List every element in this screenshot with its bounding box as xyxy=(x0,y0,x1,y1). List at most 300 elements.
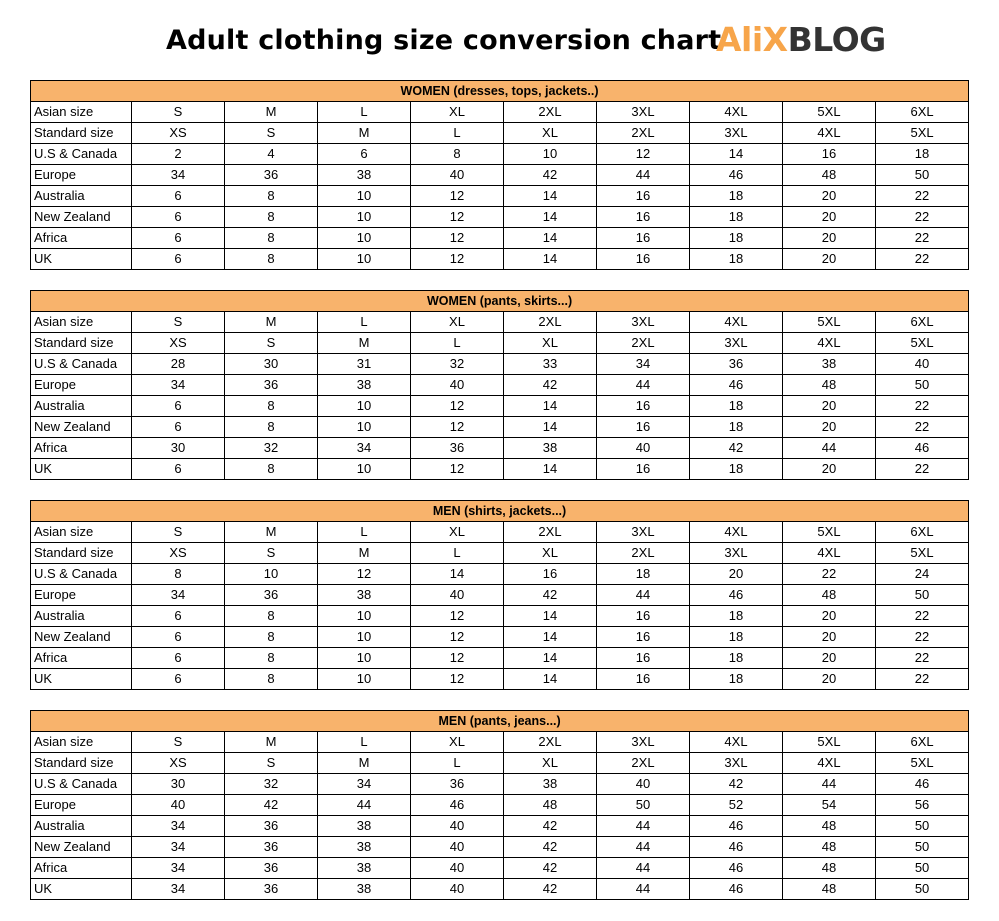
size-cell: 8 xyxy=(225,459,318,480)
size-cell: 46 xyxy=(690,816,783,837)
size-cell: XS xyxy=(132,753,225,774)
size-cell: 30 xyxy=(132,774,225,795)
size-cell: 10 xyxy=(318,228,411,249)
size-cell: 14 xyxy=(504,648,597,669)
size-cell: 12 xyxy=(411,207,504,228)
size-cell: 48 xyxy=(783,858,876,879)
size-cell: 38 xyxy=(318,585,411,606)
table-row xyxy=(31,249,969,270)
size-cell: 34 xyxy=(132,816,225,837)
size-cell: 6XL xyxy=(876,522,969,543)
row-label: Europe xyxy=(31,375,132,396)
table-row xyxy=(31,816,969,837)
size-cell: M xyxy=(318,543,411,564)
size-cell: 8 xyxy=(225,396,318,417)
size-cell: 36 xyxy=(690,354,783,375)
size-cell: 4XL xyxy=(690,312,783,333)
size-cell: 18 xyxy=(690,627,783,648)
size-cell: 14 xyxy=(504,669,597,690)
size-cell: XS xyxy=(132,333,225,354)
size-cell: 46 xyxy=(411,795,504,816)
size-cell: L xyxy=(318,522,411,543)
size-cell: 5XL xyxy=(876,543,969,564)
size-cell: 8 xyxy=(225,648,318,669)
table-row xyxy=(31,396,969,417)
table-row xyxy=(31,354,969,375)
size-cell: 14 xyxy=(411,564,504,585)
size-cell: S xyxy=(225,333,318,354)
size-cell: 6 xyxy=(132,228,225,249)
size-cell: 12 xyxy=(411,606,504,627)
table-row xyxy=(31,732,969,753)
size-cell: L xyxy=(411,543,504,564)
size-cell: 34 xyxy=(132,585,225,606)
size-cell: 4XL xyxy=(783,543,876,564)
size-cell: 46 xyxy=(690,585,783,606)
size-cell: 40 xyxy=(411,585,504,606)
size-cell: S xyxy=(132,522,225,543)
size-cell: 2XL xyxy=(597,333,690,354)
size-cell: M xyxy=(225,732,318,753)
table-row xyxy=(31,123,969,144)
size-cell: 42 xyxy=(504,585,597,606)
size-cell: 10 xyxy=(318,396,411,417)
size-cell: 42 xyxy=(504,879,597,900)
size-cell: 40 xyxy=(597,438,690,459)
size-cell: 14 xyxy=(504,207,597,228)
size-cell: 8 xyxy=(225,186,318,207)
size-cell: 10 xyxy=(318,459,411,480)
size-cell: 38 xyxy=(318,375,411,396)
size-cell: 12 xyxy=(411,396,504,417)
size-cell: 12 xyxy=(411,459,504,480)
size-cell: S xyxy=(225,123,318,144)
size-cell: 8 xyxy=(225,207,318,228)
row-label: Asian size xyxy=(31,732,132,753)
size-cell: 16 xyxy=(597,396,690,417)
size-cell: 18 xyxy=(690,186,783,207)
size-cell: 22 xyxy=(783,564,876,585)
men-pants-table xyxy=(30,710,969,900)
size-cell: 5XL xyxy=(783,522,876,543)
size-cell: 16 xyxy=(597,627,690,648)
size-cell: 34 xyxy=(318,438,411,459)
size-cell: 22 xyxy=(876,669,969,690)
size-cell: S xyxy=(132,102,225,123)
size-cell: 42 xyxy=(504,837,597,858)
table-row xyxy=(31,585,969,606)
size-cell: 28 xyxy=(132,354,225,375)
size-cell: 30 xyxy=(225,354,318,375)
size-cell: 2XL xyxy=(504,312,597,333)
section-header-row xyxy=(31,291,969,312)
page-title: Adult clothing size conversion chart xyxy=(166,25,722,56)
table-row xyxy=(31,627,969,648)
row-label: U.S & Canada xyxy=(31,774,132,795)
size-cell: 32 xyxy=(225,774,318,795)
row-label: New Zealand xyxy=(31,417,132,438)
size-cell: 3XL xyxy=(597,522,690,543)
row-label: UK xyxy=(31,669,132,690)
size-cell: 5XL xyxy=(876,123,969,144)
size-cell: 2XL xyxy=(504,102,597,123)
size-cell: 44 xyxy=(318,795,411,816)
logo-text-blog: BLOG xyxy=(787,20,886,59)
size-cell: 8 xyxy=(225,228,318,249)
size-cell: 20 xyxy=(690,564,783,585)
size-cell: 48 xyxy=(783,837,876,858)
section-title: WOMEN (dresses, tops, jackets..) xyxy=(31,81,969,102)
size-cell: L xyxy=(411,123,504,144)
size-cell: 3XL xyxy=(597,312,690,333)
table-row xyxy=(31,333,969,354)
size-cell: 16 xyxy=(597,669,690,690)
table-row xyxy=(31,858,969,879)
size-cell: 12 xyxy=(411,648,504,669)
table-row xyxy=(31,879,969,900)
size-cell: 6 xyxy=(132,186,225,207)
table-row xyxy=(31,144,969,165)
size-cell: 6 xyxy=(132,669,225,690)
women-pants-table xyxy=(30,290,969,480)
size-cell: 46 xyxy=(690,165,783,186)
size-cell: 2XL xyxy=(597,123,690,144)
size-cell: 22 xyxy=(876,606,969,627)
table-row xyxy=(31,417,969,438)
size-cell: 20 xyxy=(783,459,876,480)
size-cell: 2XL xyxy=(597,543,690,564)
size-cell: 2XL xyxy=(504,522,597,543)
size-cell: 10 xyxy=(225,564,318,585)
row-label: U.S & Canada xyxy=(31,354,132,375)
size-cell: 36 xyxy=(225,837,318,858)
size-cell: 36 xyxy=(225,858,318,879)
row-label: Standard size xyxy=(31,753,132,774)
size-cell: 38 xyxy=(504,774,597,795)
size-cell: 50 xyxy=(876,165,969,186)
size-cell: 14 xyxy=(504,417,597,438)
size-cell: 6 xyxy=(132,648,225,669)
size-cell: 8 xyxy=(132,564,225,585)
size-cell: XL xyxy=(411,312,504,333)
size-cell: 48 xyxy=(783,375,876,396)
size-cell: 18 xyxy=(690,606,783,627)
size-cell: 40 xyxy=(411,375,504,396)
size-cell: 52 xyxy=(690,795,783,816)
size-cell: 44 xyxy=(597,858,690,879)
page-header xyxy=(0,20,999,64)
size-cell: 6 xyxy=(318,144,411,165)
row-label: UK xyxy=(31,879,132,900)
size-cell: L xyxy=(318,102,411,123)
size-cell: 50 xyxy=(876,585,969,606)
size-cell: 4XL xyxy=(783,753,876,774)
size-cell: 18 xyxy=(690,648,783,669)
size-cell: 6XL xyxy=(876,312,969,333)
size-cell: 42 xyxy=(690,774,783,795)
table-row xyxy=(31,837,969,858)
size-cell: 22 xyxy=(876,228,969,249)
size-cell: 6XL xyxy=(876,732,969,753)
table-row xyxy=(31,774,969,795)
size-cell: 16 xyxy=(597,207,690,228)
size-cell: 40 xyxy=(411,816,504,837)
table-row xyxy=(31,606,969,627)
size-cell: 20 xyxy=(783,417,876,438)
size-cell: L xyxy=(411,333,504,354)
size-cell: 14 xyxy=(690,144,783,165)
size-cell: 38 xyxy=(318,879,411,900)
size-cell: 48 xyxy=(783,165,876,186)
size-cell: 20 xyxy=(783,396,876,417)
size-cell: 3XL xyxy=(690,543,783,564)
size-cell: 44 xyxy=(597,375,690,396)
size-cell: 36 xyxy=(411,438,504,459)
size-cell: 36 xyxy=(225,165,318,186)
row-label: Standard size xyxy=(31,333,132,354)
size-cell: 20 xyxy=(783,207,876,228)
size-cell: 6 xyxy=(132,207,225,228)
size-cell: 44 xyxy=(597,816,690,837)
size-cell: 3XL xyxy=(690,333,783,354)
size-cell: 30 xyxy=(132,438,225,459)
size-cell: S xyxy=(132,312,225,333)
size-cell: L xyxy=(318,732,411,753)
size-cell: 5XL xyxy=(783,732,876,753)
section-header-row xyxy=(31,711,969,732)
size-cell: 16 xyxy=(597,249,690,270)
size-cell: XL xyxy=(504,123,597,144)
size-cell: 12 xyxy=(597,144,690,165)
size-cell: 38 xyxy=(318,816,411,837)
row-label: Australia xyxy=(31,816,132,837)
size-cell: 20 xyxy=(783,648,876,669)
size-cell: 34 xyxy=(597,354,690,375)
table-row xyxy=(31,102,969,123)
table-row xyxy=(31,543,969,564)
size-cell: 36 xyxy=(225,816,318,837)
row-label: Asian size xyxy=(31,522,132,543)
size-cell: 36 xyxy=(225,879,318,900)
size-cell: 3XL xyxy=(597,732,690,753)
size-cell: 44 xyxy=(597,585,690,606)
size-cell: 50 xyxy=(876,858,969,879)
size-cell: 44 xyxy=(597,837,690,858)
size-cell: 18 xyxy=(690,459,783,480)
row-label: Africa xyxy=(31,858,132,879)
size-cell: 20 xyxy=(783,249,876,270)
size-cell: 10 xyxy=(318,417,411,438)
size-cell: 34 xyxy=(132,858,225,879)
size-cell: 16 xyxy=(597,186,690,207)
size-cell: 42 xyxy=(504,858,597,879)
size-cell: 10 xyxy=(318,249,411,270)
row-label: Australia xyxy=(31,186,132,207)
size-cell: 5XL xyxy=(876,753,969,774)
size-cell: 40 xyxy=(411,879,504,900)
size-cell: M xyxy=(225,312,318,333)
size-cell: 36 xyxy=(225,375,318,396)
size-cell: 4XL xyxy=(783,333,876,354)
row-label: Europe xyxy=(31,795,132,816)
size-cell: 46 xyxy=(876,774,969,795)
size-cell: S xyxy=(225,753,318,774)
size-cell: XS xyxy=(132,543,225,564)
size-cell: 44 xyxy=(597,879,690,900)
size-cell: 46 xyxy=(690,375,783,396)
table-row xyxy=(31,753,969,774)
size-cell: 4XL xyxy=(690,732,783,753)
size-cell: 40 xyxy=(597,774,690,795)
size-cell: M xyxy=(318,123,411,144)
size-cell: 32 xyxy=(411,354,504,375)
row-label: Africa xyxy=(31,438,132,459)
size-cell: 12 xyxy=(411,186,504,207)
size-cell: 6XL xyxy=(876,102,969,123)
size-cell: 6 xyxy=(132,627,225,648)
size-cell: 4XL xyxy=(690,522,783,543)
size-cell: 16 xyxy=(597,459,690,480)
size-cell: 3XL xyxy=(690,753,783,774)
size-cell: 10 xyxy=(318,186,411,207)
women-tops-table xyxy=(30,80,969,270)
size-cell: 40 xyxy=(876,354,969,375)
size-cell: M xyxy=(318,333,411,354)
size-cell: 34 xyxy=(132,375,225,396)
size-cell: 18 xyxy=(690,417,783,438)
size-cell: 22 xyxy=(876,459,969,480)
size-cell: 12 xyxy=(411,669,504,690)
size-cell: 48 xyxy=(504,795,597,816)
table-row xyxy=(31,165,969,186)
row-label: New Zealand xyxy=(31,627,132,648)
table-row xyxy=(31,648,969,669)
size-cell: 16 xyxy=(597,228,690,249)
size-cell: XL xyxy=(411,102,504,123)
size-cell: 44 xyxy=(597,165,690,186)
size-cell: 31 xyxy=(318,354,411,375)
size-cell: 18 xyxy=(690,228,783,249)
size-cell: 36 xyxy=(411,774,504,795)
size-cell: XL xyxy=(504,753,597,774)
size-cell: 36 xyxy=(225,585,318,606)
size-cell: 5XL xyxy=(783,102,876,123)
size-cell: 8 xyxy=(225,606,318,627)
section-header-row xyxy=(31,501,969,522)
logo-text-alix: AliX xyxy=(716,20,788,59)
size-cell: 22 xyxy=(876,627,969,648)
size-cell: 4XL xyxy=(783,123,876,144)
size-cell: 34 xyxy=(132,879,225,900)
size-cell: 6 xyxy=(132,417,225,438)
size-cell: 14 xyxy=(504,396,597,417)
size-cell: 8 xyxy=(225,417,318,438)
size-cell: M xyxy=(225,522,318,543)
size-cell: 8 xyxy=(225,669,318,690)
row-label: Standard size xyxy=(31,123,132,144)
size-cell: 4 xyxy=(225,144,318,165)
size-cell: 50 xyxy=(876,879,969,900)
size-cell: 16 xyxy=(783,144,876,165)
size-cell: 12 xyxy=(411,249,504,270)
section-header-row xyxy=(31,81,969,102)
size-cell: XL xyxy=(504,543,597,564)
size-cell: 6 xyxy=(132,606,225,627)
size-cell: 18 xyxy=(690,396,783,417)
size-cell: 46 xyxy=(690,879,783,900)
size-cell: 46 xyxy=(690,858,783,879)
size-cell: 12 xyxy=(411,417,504,438)
table-row xyxy=(31,522,969,543)
size-cell: 12 xyxy=(318,564,411,585)
size-cell: 4XL xyxy=(690,102,783,123)
size-cell: 34 xyxy=(132,837,225,858)
size-cell: 33 xyxy=(504,354,597,375)
size-cell: 24 xyxy=(876,564,969,585)
size-cell: 10 xyxy=(318,648,411,669)
size-cell: 16 xyxy=(597,417,690,438)
size-cell: 42 xyxy=(225,795,318,816)
row-label: Standard size xyxy=(31,543,132,564)
size-cell: 34 xyxy=(318,774,411,795)
size-cell: 50 xyxy=(876,837,969,858)
size-cell: 22 xyxy=(876,249,969,270)
table-row xyxy=(31,375,969,396)
table-row xyxy=(31,186,969,207)
size-cell: 2XL xyxy=(504,732,597,753)
size-cell: 10 xyxy=(318,627,411,648)
size-cell: S xyxy=(225,543,318,564)
size-cell: 22 xyxy=(876,648,969,669)
size-cell: 22 xyxy=(876,186,969,207)
size-cell: 10 xyxy=(318,207,411,228)
size-cell: 50 xyxy=(876,375,969,396)
row-label: UK xyxy=(31,249,132,270)
row-label: Asian size xyxy=(31,312,132,333)
size-cell: 14 xyxy=(504,186,597,207)
table-row xyxy=(31,669,969,690)
size-cell: 18 xyxy=(597,564,690,585)
size-cell: 14 xyxy=(504,228,597,249)
row-label: U.S & Canada xyxy=(31,144,132,165)
size-cell: XL xyxy=(411,522,504,543)
size-cell: 8 xyxy=(225,627,318,648)
size-cell: 10 xyxy=(504,144,597,165)
size-cell: 40 xyxy=(411,858,504,879)
size-cell: 16 xyxy=(504,564,597,585)
size-cell: 56 xyxy=(876,795,969,816)
table-row xyxy=(31,795,969,816)
size-cell: 8 xyxy=(411,144,504,165)
size-cell: 2 xyxy=(132,144,225,165)
table-row xyxy=(31,564,969,585)
size-cell: 10 xyxy=(318,606,411,627)
size-cell: 42 xyxy=(504,816,597,837)
size-cell: 3XL xyxy=(690,123,783,144)
size-cell: 40 xyxy=(132,795,225,816)
size-cell: XL xyxy=(504,333,597,354)
size-cell: 18 xyxy=(690,669,783,690)
size-cell: 40 xyxy=(411,837,504,858)
section-title: WOMEN (pants, skirts...) xyxy=(31,291,969,312)
size-cell: 46 xyxy=(876,438,969,459)
size-cell: 8 xyxy=(225,249,318,270)
table-row xyxy=(31,438,969,459)
size-cell: 14 xyxy=(504,627,597,648)
row-label: Asian size xyxy=(31,102,132,123)
table-row xyxy=(31,312,969,333)
size-cell: M xyxy=(318,753,411,774)
